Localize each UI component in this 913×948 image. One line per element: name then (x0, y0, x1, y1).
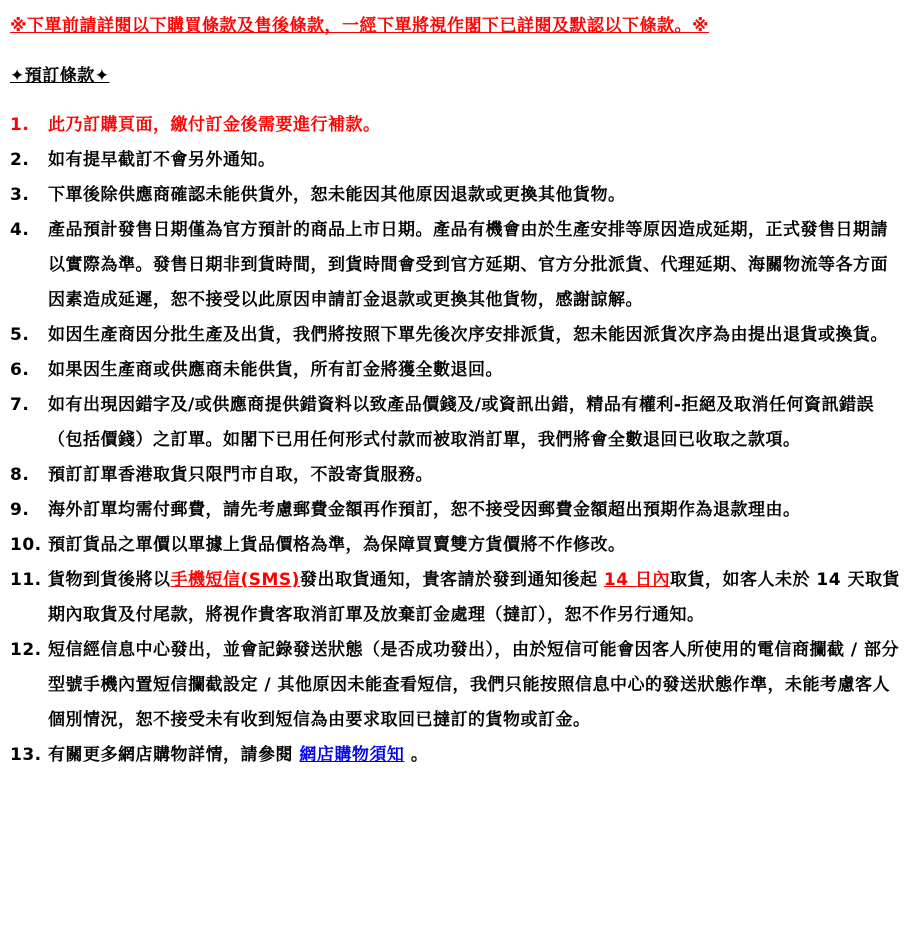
term-text (48, 633, 901, 738)
term-segment: 。 (404, 745, 429, 765)
term-number: 5. (10, 325, 30, 345)
term-item-2 (10, 143, 901, 178)
term-segment: 如有出現因錯字及/或供應商提供錯資料以致產品價錢及/或資訊出錯，精品有權利-拒絕及取消任何資訊錯誤（包括價錢）之訂單。如閣下已用任何形式付款而被取消訂單，我們將會全數退回已收取之款項。 (48, 395, 874, 450)
term-number: 1. (10, 115, 30, 135)
term-item-3 (10, 178, 901, 213)
term-text (48, 458, 901, 493)
term-text (48, 493, 901, 528)
term-item-7 (10, 388, 901, 458)
deadline-highlight: 14 日內 (603, 570, 670, 590)
top-notice: ※下單前請詳閱以下購買條款及售後條款，一經下單將視作閣下已詳閱及默認以下條款。※ (10, 16, 710, 36)
term-segment: 預訂訂單香港取貨只限門市自取，不設寄貨服務。 (48, 465, 433, 485)
term-number: 2. (10, 150, 30, 170)
term-text (48, 353, 901, 388)
term-item-5 (10, 318, 901, 353)
term-segment: 如果因生產商或供應商未能供貨，所有訂金將獲全數退回。 (48, 360, 503, 380)
sms-highlight: 手機短信(SMS) (170, 570, 300, 590)
term-text (48, 108, 901, 143)
term-segment: 產品預計發售日期僅為官方預計的商品上市日期。產品有機會由於生產安排等原因造成延期，正式發售日期請以實際為準。發售日期非到貨時間，到貨時間會受到官方延期、官方分批派貨、代理延期、海關物流等各方面因素造成延遲，恕不接受以此原因申請訂金退款或更換其他貨物，感謝諒解。 (48, 220, 888, 310)
term-text (48, 563, 901, 633)
term-text (48, 388, 901, 458)
term-text (48, 143, 901, 178)
term-number: 12. (10, 640, 42, 660)
term-item-1 (10, 108, 901, 143)
term-segment: 如因生產商因分批生產及出貨，我們將按照下單先後次序安排派貨，恕未能因派貨次序為由提出退貨或換貨。 (48, 325, 888, 345)
term-segment: 有關更多網店購物詳情，請參閱 (48, 745, 300, 765)
term-number: 6. (10, 360, 30, 380)
term-segment: 如有提早截訂不會另外通知。 (48, 150, 276, 170)
shop-guide-link[interactable]: 網店購物須知 (299, 745, 405, 765)
term-number: 10. (10, 535, 42, 555)
term-segment: 預訂貨品之單價以單據上貨品價格為準，為保障買賣雙方貨價將不作修改。 (48, 535, 626, 555)
term-segment: 發出取貨通知，貴客請於發到通知後起 (299, 570, 604, 590)
term-segment: 海外訂單均需付郵費，請先考慮郵費金額再作預訂，恕不接受因郵費金額超出預期作為退款理由。 (48, 500, 801, 520)
term-number: 8. (10, 465, 30, 485)
term-text (48, 318, 901, 353)
term-number: 3. (10, 185, 30, 205)
term-item-6 (10, 353, 901, 388)
term-segment: 貨物到貨後將以 (48, 570, 171, 590)
term-item-12 (10, 633, 901, 738)
term-segment: 取貨，如客人未於 14 天取貨期內取貨及付尾款，將視作貴客取消訂單及放棄訂金處理（撻訂），恕不作另行通知。 (48, 570, 900, 625)
term-item-13 (10, 738, 901, 773)
term-segment: 短信經信息中心發出，並會記錄發送狀態（是否成功發出），由於短信可能會因客人所使用的電信商攔截 / 部分型號手機內置短信攔截設定 / 其他原因未能查看短信，我們只能按照信息中心的發送狀態作準，未能考慮客人個別情況，恕不接受未有收到短信為由要求取回已撻訂的貨物或訂金。 (48, 640, 900, 730)
term-segment: 下單後除供應商確認未能供貨外，恕未能因其他原因退款或更換其他貨物。 (48, 185, 626, 205)
term-number: 4. (10, 220, 30, 240)
term-text (48, 738, 901, 773)
term-text (48, 528, 901, 563)
term-number: 7. (10, 395, 30, 415)
term-number: 13. (10, 745, 42, 765)
term-number: 9. (10, 500, 30, 520)
term-item-8 (10, 458, 901, 493)
term-item-9 (10, 493, 901, 528)
term-number: 11. (10, 570, 42, 590)
term-segment: 此乃訂購頁面，繳付訂金後需要進行補款。 (48, 115, 381, 135)
term-item-4 (10, 213, 901, 318)
term-item-11 (10, 563, 901, 633)
term-text (48, 178, 901, 213)
terms-list (10, 108, 901, 773)
section-title: ✦預訂條款✦ (10, 66, 110, 86)
term-item-10 (10, 528, 901, 563)
term-text (48, 213, 901, 318)
